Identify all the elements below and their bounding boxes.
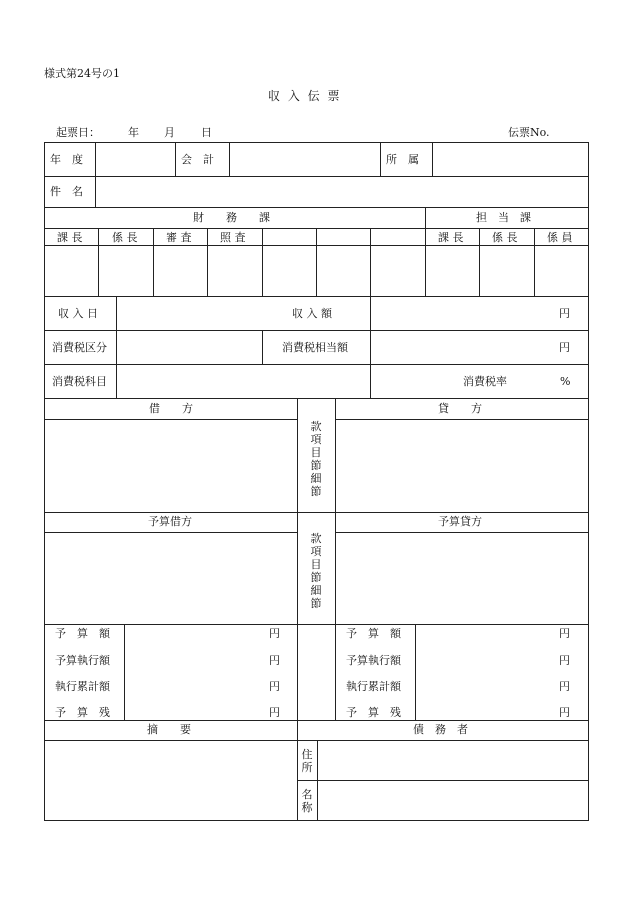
subject-field[interactable] (97, 178, 587, 206)
tax-rate-percent: % (560, 375, 571, 388)
form-id: 様式第24号の1 (44, 67, 120, 80)
summary-field[interactable] (46, 742, 296, 819)
income-amount-yen: 円 (559, 307, 570, 320)
fiscal-year-label: 年 度 (50, 153, 83, 166)
debit-budget-amount-yen: 円 (269, 627, 280, 640)
debit-executed-yen: 円 (269, 654, 280, 667)
summary-header: 摘 要 (147, 723, 191, 736)
finance-dept-header: 財 務 課 (193, 211, 270, 224)
tax-rate-label: 消費税率 (463, 375, 507, 388)
department-field[interactable] (434, 144, 587, 175)
income-date-label: 収 入 日 (58, 307, 98, 320)
resp-col-chief: 課 長 (438, 231, 464, 244)
resp-col-subchief: 係 長 (492, 231, 518, 244)
debtor-name-field[interactable] (319, 782, 587, 819)
account-label: 会 計 (181, 153, 214, 166)
fiscal-year-field[interactable] (97, 144, 174, 175)
credit-cumulative-label: 執行累計額 (346, 680, 401, 693)
credit-remaining-label: 予 算 残 (346, 706, 401, 719)
debit-cumulative-label: 執行累計額 (55, 680, 110, 693)
finance-col-subchief: 係 長 (112, 231, 138, 244)
tax-class-label: 消費税区分 (52, 341, 107, 354)
income-amount-label: 収 入 額 (292, 307, 332, 320)
issue-month: 月 (164, 126, 175, 139)
tax-subject-label: 消費税科目 (52, 375, 107, 388)
slip-number-label: 伝票No. (508, 126, 550, 139)
tax-amount-label: 消費税相当額 (282, 341, 348, 354)
finance-col-review: 審 査 (166, 231, 192, 244)
responsible-dept-header: 担 当 課 (476, 211, 531, 224)
resp-col-staff: 係 員 (547, 231, 573, 244)
budget-credit-header: 予算貸方 (438, 515, 482, 528)
budget-debit-header: 予算借方 (148, 515, 192, 528)
debtor-header: 債 務 者 (413, 723, 468, 736)
debtor-name-label: 名称 (301, 788, 313, 814)
credit-header: 貸 方 (438, 402, 482, 415)
debtor-address-label: 住所 (301, 748, 313, 774)
credit-cumulative-yen: 円 (559, 680, 570, 693)
finance-col-check: 照 査 (220, 231, 246, 244)
debit-header: 借 方 (149, 402, 193, 415)
debit-remaining-yen: 円 (269, 706, 280, 719)
issue-day: 日 (201, 126, 212, 139)
issue-year: 年 (128, 126, 139, 139)
credit-budget-amount-label: 予 算 額 (346, 627, 401, 640)
credit-budget-amount-yen: 円 (559, 627, 570, 640)
page-title: 収 入 伝 票 (268, 89, 342, 103)
debit-executed-label: 予算執行額 (55, 654, 110, 667)
debtor-address-field[interactable] (319, 742, 587, 779)
account-field[interactable] (231, 144, 379, 175)
budget-account-items: 款項目節細節 (310, 532, 322, 610)
debit-remaining-label: 予 算 残 (55, 706, 110, 719)
department-label: 所 属 (386, 153, 419, 166)
credit-executed-label: 予算執行額 (346, 654, 401, 667)
credit-executed-yen: 円 (559, 654, 570, 667)
debit-budget-amount-label: 予 算 額 (55, 627, 110, 640)
tax-amount-yen: 円 (559, 341, 570, 354)
debit-cumulative-yen: 円 (269, 680, 280, 693)
credit-remaining-yen: 円 (559, 706, 570, 719)
subject-label: 件 名 (50, 185, 83, 198)
issue-date-label: 起票日： (56, 126, 100, 139)
entry-account-items: 款項目節細節 (310, 420, 322, 498)
finance-col-chief: 課 長 (57, 231, 83, 244)
